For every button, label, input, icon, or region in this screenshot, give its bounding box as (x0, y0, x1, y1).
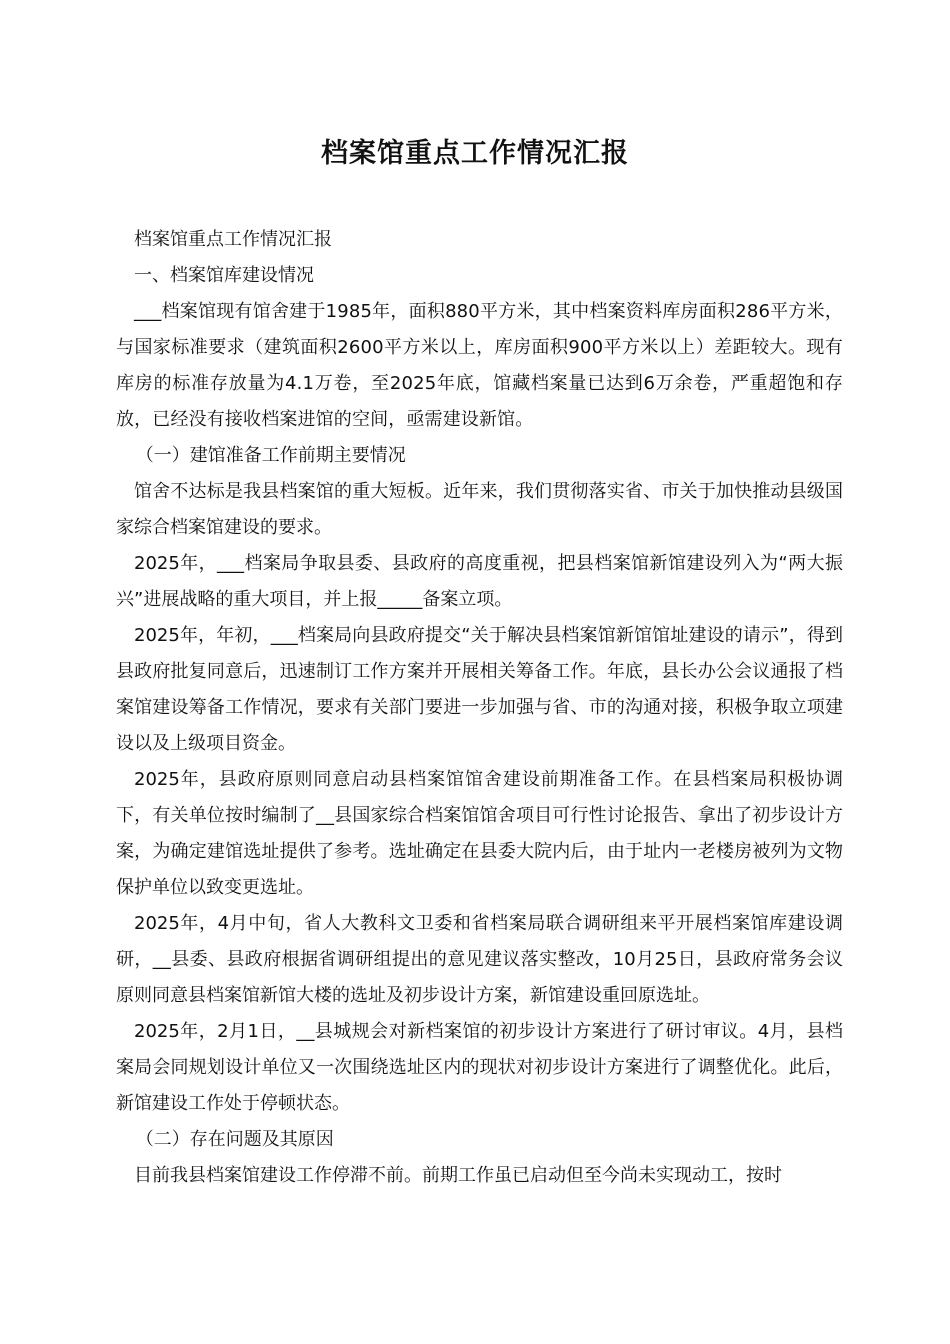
paragraph: 目前我县档案馆建设工作停滞不前。前期工作虽已启动但至今尚未实现动工，按时 (134, 1165, 782, 1186)
section-heading-1: 一、档案馆库建设情况 (134, 265, 314, 286)
paragraph: 2025年，2月1日，__县城规会对新档案馆的初步设计方案进行了研讨审议。4月，县档案局会同规划设计单位又一次围绕选址区内的现状对初步设计方案进行了调整优化。此后，新馆建设工作处于停顿状态。 (116, 1021, 843, 1114)
paragraph: ___档案馆现有馆舍建于1985年，面积880平方米，其中档案资料库房面积286平方米，与国家标准要求（建筑面积2600平方米以上，库房面积900平方米以上）差距较大。现有库房的标准存放量为4.1万卷，至2025年底，馆藏档案量已达到6万余卷，严重超饱和存放，已经没有接收档案进馆的空间，亟需建设新馆。 (116, 301, 843, 430)
subsection-heading-2: （二）存在问题及其原因 (135, 1129, 334, 1150)
subsection-heading-1: （一）建馆准备工作前期主要情况 (135, 445, 406, 466)
document-title: 档案馆重点工作情况汇报 (321, 138, 629, 169)
paragraph: 馆舍不达标是我县档案馆的重大短板。近年来，我们贯彻落实省、市关于加快推动县级国家综合档案馆建设的要求。 (116, 481, 843, 538)
paragraph: 2025年，4月中旬，省人大教科文卫委和省档案局联合调研组来平开展档案馆库建设调研，__县委、县政府根据省调研组提出的意见建议落实整改，10月25日，县政府常务会议原则同意县档案馆新馆大楼的选址及初步设计方案，新馆建设重回原选址。 (116, 913, 843, 1006)
paragraph: 2025年，县政府原则同意启动县档案馆馆舍建设前期准备工作。在县档案局积极协调下，有关单位按时编制了__县国家综合档案馆馆舍项目可行性讨论报告、拿出了初步设计方案，为确定建馆选址提供了参考。选址确定在县委大院内后，由于址内一老楼房被列为文物保护单位以致变更选址。 (116, 769, 843, 898)
paragraph-heading-repeat: 档案馆重点工作情况汇报 (134, 229, 332, 250)
paragraph: 2025年，年初，___档案局向县政府提交“关于解决县档案馆新馆馆址建设的请示”，得到县政府批复同意后，迅速制订工作方案并开展相关筹备工作。年底，县长办公会议通报了档案馆建设筹备工作情况，要求有关部门要进一步加强与省、市的沟通对接，积极争取立项建设以及上级项目资金。 (116, 625, 843, 754)
paragraph: 2025年，___档案局争取县委、县政府的高度重视，把县档案馆新馆建设列入为“两大振兴”进展战略的重大项目，并上报_____备案立项。 (116, 553, 843, 610)
document-body (116, 222, 843, 1194)
